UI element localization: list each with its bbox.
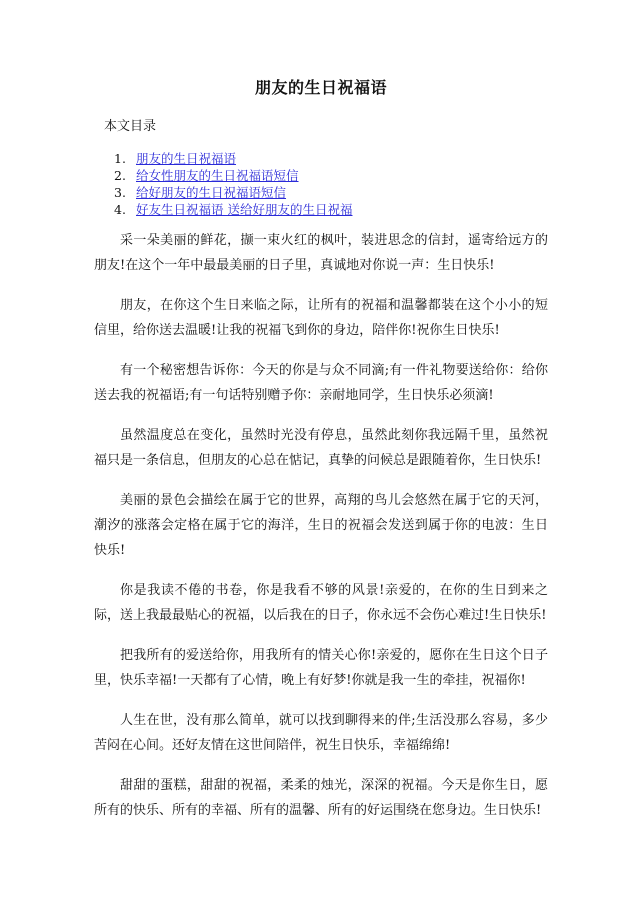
toc-item-number: 2. — [114, 168, 126, 183]
paragraph: 美丽的景色会描绘在属于它的世界，高翔的鸟儿会悠然在属于它的天河，潮汐的涨落会定格在属于它的海洋，生日的祝福会发送到属于你的电波：生日快乐! — [94, 493, 548, 558]
toc-item — [114, 201, 548, 218]
toc-item — [114, 150, 548, 167]
toc-item-number: 1. — [114, 151, 126, 166]
paragraph: 甜甜的蛋糕，甜甜的祝福，柔柔的烛光，深深的祝福。今天是你生日，愿所有的快乐、所有的幸福、所有的温馨、所有的好运围绕在您身边。生日快乐! — [94, 778, 548, 818]
toc-item-number: 3. — [114, 185, 126, 200]
toc-link-3[interactable]: 给好朋友的生日祝福语短信 — [136, 185, 287, 200]
document-title: 朋友的生日祝福语 — [254, 78, 387, 97]
paragraph: 把我所有的爱送给你，用我所有的情关心你!亲爱的，愿你在生日这个日子里，快乐幸福!一天都有了心情，晚上有好梦!你就是我一生的牵挂，祝福你! — [94, 648, 548, 688]
toc-link-1[interactable]: 朋友的生日祝福语 — [136, 151, 237, 166]
paragraph: 有一个秘密想告诉你：今天的你是与众不同滴;有一件礼物要送给你：给你送去我的祝福语;有一句话特别赠予你：亲耐地同学，生日快乐必须滴! — [94, 363, 548, 403]
paragraph: 虽然温度总在变化，虽然时光没有停息，虽然此刻你我远隔千里，虽然祝福只是一条信息，但朋友的心总在惦记，真挚的问候总是跟随着你，生日快乐! — [94, 428, 548, 468]
paragraph: 采一朵美丽的鲜花，撷一束火红的枫叶，装进思念的信封，遥寄给远方的朋友!在这个一年中最最美丽的日子里，真诚地对你说一声：生日快乐! — [94, 233, 548, 273]
toc-heading: 本文目录 — [104, 119, 157, 134]
toc-link-2[interactable]: 给女性朋友的生日祝福语短信 — [136, 168, 299, 183]
toc-item — [114, 184, 548, 201]
paragraph: 你是我读不倦的书卷，你是我看不够的风景!亲爱的，在你的生日到来之际，送上我最最贴心的祝福，以后我在的日子，你永远不会伤心难过!生日快乐! — [94, 583, 548, 623]
toc-link-4[interactable]: 好友生日祝福语 送给好朋友的生日祝福 — [136, 202, 353, 217]
toc-item-number: 4. — [114, 202, 126, 217]
toc-item — [114, 167, 548, 184]
body-text — [94, 228, 548, 823]
table-of-contents — [94, 150, 548, 218]
paragraph: 朋友，在你这个生日来临之际，让所有的祝福和温馨都装在这个小小的短信里，给你送去温暖!让我的祝福飞到你的身边，陪伴你!祝你生日快乐! — [94, 298, 548, 338]
paragraph: 人生在世，没有那么简单，就可以找到聊得来的伴;生活没那么容易，多少苦闷在心间。还好友情在这世间陪伴，祝生日快乐，幸福绵绵! — [94, 713, 548, 753]
